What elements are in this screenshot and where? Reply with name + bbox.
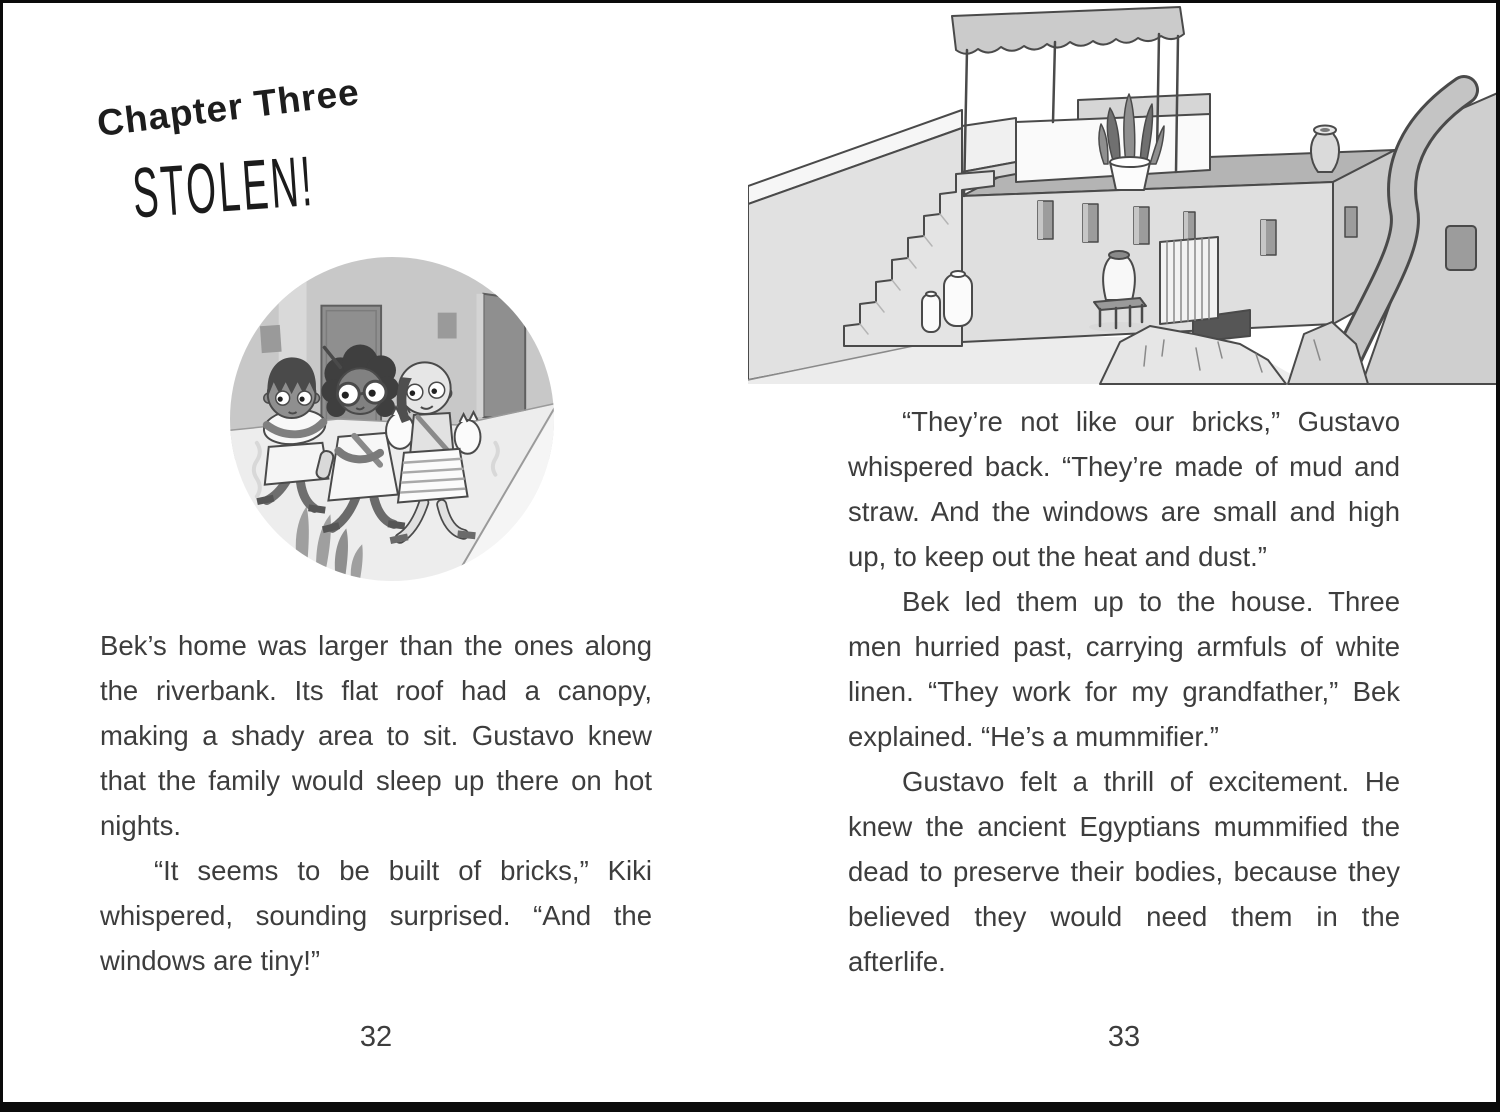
house-illustration [748,3,1500,385]
house-front [962,182,1333,342]
doorway [483,294,525,419]
chapter-title: STOLEN! [130,141,317,234]
tiny-window [438,313,457,339]
paragraph: Bek’s home was larger than the ones along the riverbank. Its flat roof had a canopy, making a shady area to sit. Gustavo knew that the family would sleep up there on hot nights. [100,630,652,841]
tiny-window [260,325,282,353]
paragraph: “It seems to be built of bricks,” Kiki whispered, sounding surprised. “And the windows are tiny!” [100,855,652,976]
right-page-text [848,399,1400,984]
chapter-label: Chapter Three [94,71,362,145]
street-scene-illustration [229,256,557,584]
roof-vase [1311,126,1339,173]
right-page-number: 33 [1107,1021,1141,1053]
paragraph: “They’re not like our bricks,” Gustavo whispered back. “They’re made of mud and straw. And the windows are small and high up, to keep out the heat and dust.” [848,406,1400,572]
paragraph: Bek led them up to the house. Three men hurried past, carrying armfuls of white linen. “They work for my grandfather,” Bek explained. “He’s a mummifier.” [848,586,1400,752]
left-page-text [100,623,652,983]
canopy-awning [952,7,1184,54]
paragraph: Gustavo felt a thrill of excitement. He knew the ancient Egyptians mummified the dead to preserve their bodies, because they believed they would need them in the afterlife. [848,766,1400,977]
left-page-number: 32 [359,1021,393,1053]
